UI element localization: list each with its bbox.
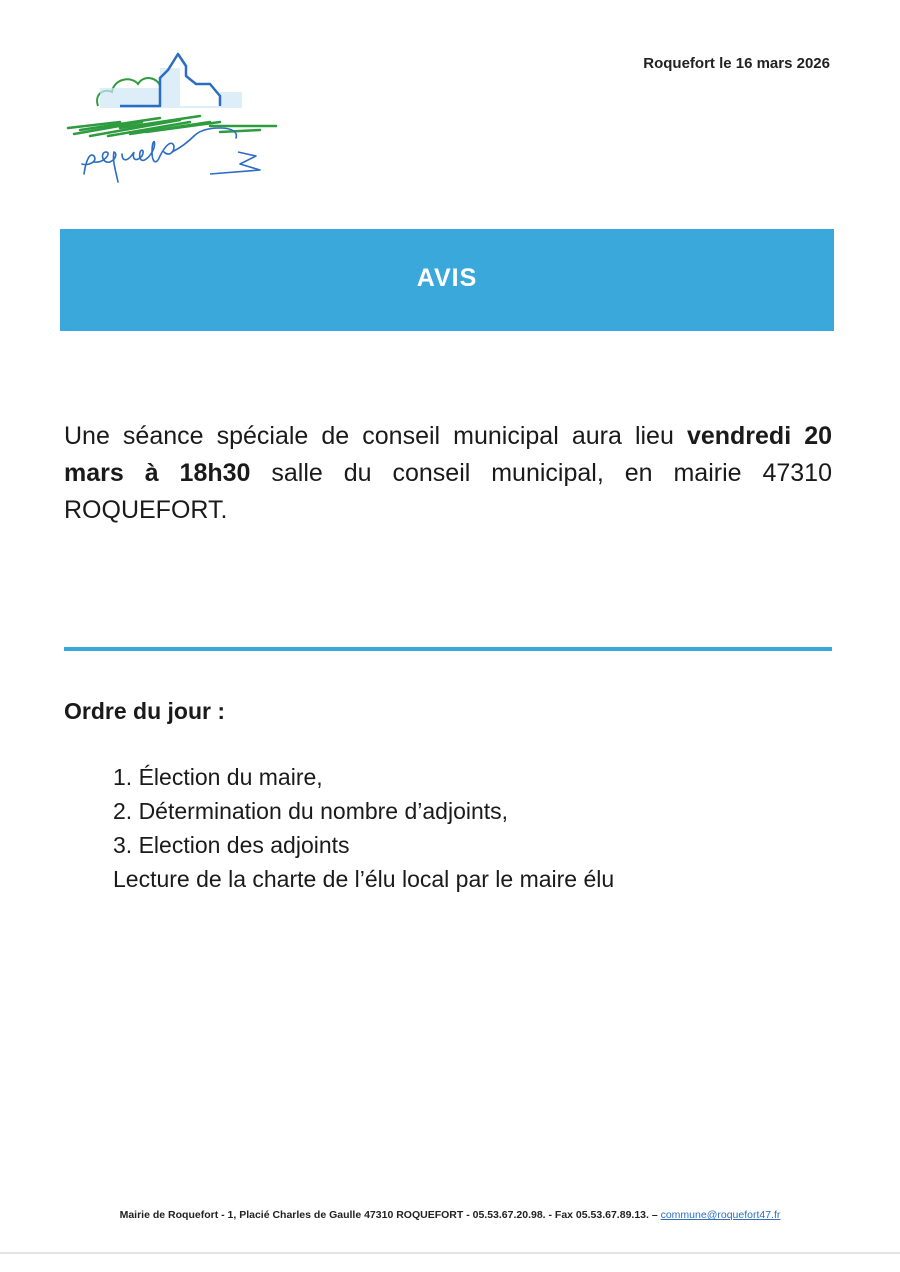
logo-script-mark	[210, 152, 260, 174]
notice-text-end: salle du conseil municipal, en mairie 47310 ROQUEFORT.	[64, 459, 832, 524]
banner-title: AVIS	[416, 263, 478, 292]
notice-date-time: vendredi 20 mars à 18h30	[64, 422, 833, 487]
agenda-item: 2. Détermination du nombre d’adjoints,	[113, 798, 509, 824]
footer-email-link[interactable]: commune@roquefort47.fr	[660, 1209, 781, 1221]
footer-address: Mairie de Roquefort - 1, Placié Charles de Gaulle 47310 ROQUEFORT - 05.53.67.20.98. - Fax 05.53.67.89.13. –	[119, 1209, 661, 1221]
page-bottom-edge	[0, 1252, 900, 1254]
agenda-item: 1. Élection du maire,	[113, 764, 323, 790]
document-date: Roquefort le 16 mars 2026	[643, 55, 830, 72]
notice-text-start: Une séance spéciale de conseil municipal aura lieu	[64, 422, 687, 450]
roquefort-logo	[60, 48, 280, 188]
footer	[0, 1209, 900, 1221]
agenda-item: Lecture de la charte de l’élu local par le maire élu	[113, 866, 615, 892]
section-divider	[64, 647, 832, 651]
title-banner	[60, 229, 834, 331]
agenda-list	[113, 760, 614, 896]
notice-paragraph	[64, 418, 832, 529]
agenda-title: Ordre du jour :	[64, 698, 225, 724]
logo-field	[68, 116, 276, 136]
agenda-item: 3. Election des adjoints	[113, 832, 350, 858]
